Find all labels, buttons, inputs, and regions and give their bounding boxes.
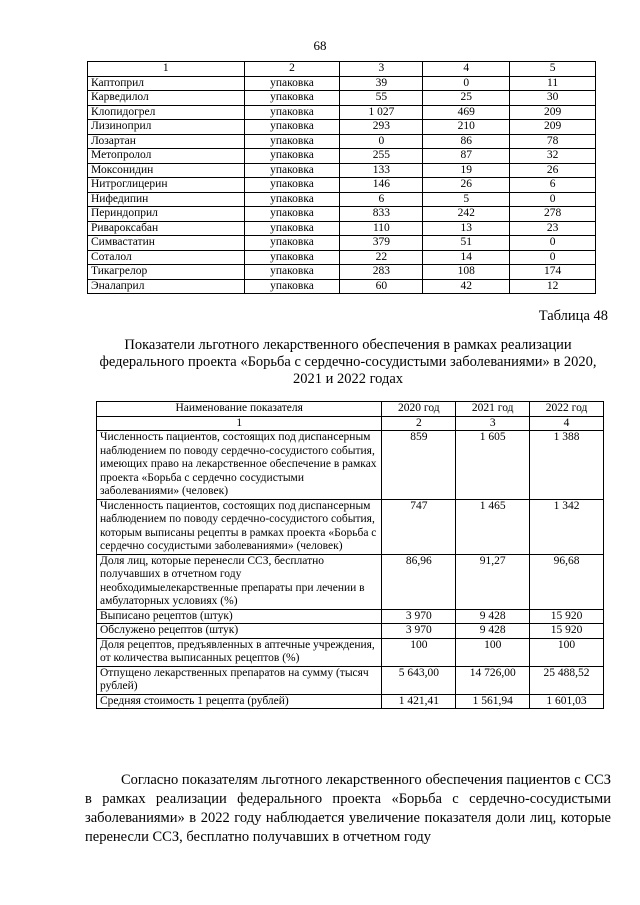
value-cell: 283 bbox=[340, 265, 423, 280]
value-cell: 13 bbox=[423, 221, 510, 236]
unit-cell: упаковка bbox=[244, 120, 340, 135]
unit-cell: упаковка bbox=[244, 178, 340, 193]
value-cell: 133 bbox=[340, 163, 423, 178]
drug-name-cell: Тикагрелор bbox=[88, 265, 245, 280]
indicator-value-cell: 747 bbox=[382, 499, 456, 554]
indicator-value-cell: 91,27 bbox=[456, 554, 530, 609]
column-header-cell: 2022 год bbox=[530, 402, 604, 417]
indicator-value-cell: 1 388 bbox=[530, 431, 604, 500]
unit-cell: упаковка bbox=[244, 221, 340, 236]
unit-cell: упаковка bbox=[244, 207, 340, 222]
drug-name-cell: Лизиноприл bbox=[88, 120, 245, 135]
indicator-value-cell: 15 920 bbox=[530, 609, 604, 624]
indicator-value-cell: 1 342 bbox=[530, 499, 604, 554]
value-cell: 51 bbox=[423, 236, 510, 251]
value-cell: 0 bbox=[510, 192, 596, 207]
unit-cell: упаковка bbox=[244, 105, 340, 120]
value-cell: 23 bbox=[510, 221, 596, 236]
unit-cell: упаковка bbox=[244, 250, 340, 265]
body-paragraph: Согласно показателям льготного лекарственного обеспечения пациентов с ССЗ в рамках реализации федерального проекта «Борьба с сердечно-сосудистыми заболеваниями» в 2022 году наблюдается увеличение показателя доли лиц, которые перенесли ССЗ, бесплатно получавших в отчетном году bbox=[85, 772, 611, 845]
value-cell: 0 bbox=[510, 250, 596, 265]
table-row bbox=[88, 91, 596, 106]
unit-cell: упаковка bbox=[244, 265, 340, 280]
table-row bbox=[88, 76, 596, 91]
column-number-cell: 5 bbox=[510, 62, 596, 77]
unit-cell: упаковка bbox=[244, 149, 340, 164]
unit-cell: упаковка bbox=[244, 192, 340, 207]
table-row bbox=[97, 638, 604, 666]
column-number-cell: 3 bbox=[340, 62, 423, 77]
value-cell: 30 bbox=[510, 91, 596, 106]
value-cell: 110 bbox=[340, 221, 423, 236]
value-cell: 5 bbox=[423, 192, 510, 207]
value-cell: 42 bbox=[423, 279, 510, 294]
indicator-value-cell: 100 bbox=[382, 638, 456, 666]
table-row bbox=[88, 105, 596, 120]
table-row bbox=[97, 499, 604, 554]
value-cell: 293 bbox=[340, 120, 423, 135]
value-cell: 0 bbox=[423, 76, 510, 91]
value-cell: 833 bbox=[340, 207, 423, 222]
indicator-value-cell: 25 488,52 bbox=[530, 666, 604, 694]
indicator-value-cell: 1 605 bbox=[456, 431, 530, 500]
value-cell: 379 bbox=[340, 236, 423, 251]
value-cell: 32 bbox=[510, 149, 596, 164]
column-number-cell: 4 bbox=[530, 416, 604, 431]
table-row bbox=[97, 624, 604, 639]
value-cell: 174 bbox=[510, 265, 596, 280]
table-row bbox=[97, 609, 604, 624]
unit-cell: упаковка bbox=[244, 134, 340, 149]
value-cell: 146 bbox=[340, 178, 423, 193]
page-number: 68 bbox=[313, 38, 327, 53]
table-row bbox=[88, 178, 596, 193]
unit-cell: упаковка bbox=[244, 236, 340, 251]
value-cell: 87 bbox=[423, 149, 510, 164]
drug-name-cell: Карведилол bbox=[88, 91, 245, 106]
indicator-name-cell: Численность пациентов, состоящих под диспансерным наблюдением по поводу сердечно-сосудистого события, которым выписаны рецепты в рамках проекта «Борьба с сердечно сосудистыми заболеваниями» (человек) bbox=[97, 499, 382, 554]
value-cell: 278 bbox=[510, 207, 596, 222]
drug-name-cell: Моксонидин bbox=[88, 163, 245, 178]
drug-name-cell: Нифедипин bbox=[88, 192, 245, 207]
value-cell: 209 bbox=[510, 120, 596, 135]
table-row bbox=[97, 666, 604, 694]
drug-name-cell: Симвастатин bbox=[88, 236, 245, 251]
column-header-cell: 2020 год bbox=[382, 402, 456, 417]
value-cell: 22 bbox=[340, 250, 423, 265]
table-row bbox=[88, 236, 596, 251]
column-header-cell: Наименование показателя bbox=[97, 402, 382, 417]
value-cell: 1 027 bbox=[340, 105, 423, 120]
indicator-value-cell: 100 bbox=[530, 638, 604, 666]
value-cell: 39 bbox=[340, 76, 423, 91]
value-cell: 55 bbox=[340, 91, 423, 106]
indicator-name-cell: Численность пациентов, состоящих под диспансерным наблюдением по поводу сердечно-сосудистого события, имеющих право на лекарственное обеспечение в рамках проекта «Борьба с сердечно сосудистыми заболеваниями» (человек) bbox=[97, 431, 382, 500]
indicator-value-cell: 5 643,00 bbox=[382, 666, 456, 694]
indicator-value-cell: 1 421,41 bbox=[382, 694, 456, 709]
value-cell: 25 bbox=[423, 91, 510, 106]
drug-name-cell: Ривароксабан bbox=[88, 221, 245, 236]
table-row bbox=[97, 554, 604, 609]
indicator-value-cell: 3 970 bbox=[382, 609, 456, 624]
value-cell: 0 bbox=[340, 134, 423, 149]
column-number-cell: 2 bbox=[382, 416, 456, 431]
unit-cell: упаковка bbox=[244, 163, 340, 178]
value-cell: 210 bbox=[423, 120, 510, 135]
drug-table bbox=[87, 61, 596, 294]
column-number-cell: 4 bbox=[423, 62, 510, 77]
drug-table-header-row bbox=[88, 62, 596, 77]
value-cell: 0 bbox=[510, 236, 596, 251]
table-row bbox=[88, 279, 596, 294]
table-row bbox=[88, 250, 596, 265]
indicator-value-cell: 9 428 bbox=[456, 624, 530, 639]
value-cell: 60 bbox=[340, 279, 423, 294]
drug-name-cell: Периндоприл bbox=[88, 207, 245, 222]
drug-name-cell: Лозартан bbox=[88, 134, 245, 149]
value-cell: 108 bbox=[423, 265, 510, 280]
table-row bbox=[88, 221, 596, 236]
drug-name-cell: Соталол bbox=[88, 250, 245, 265]
table-row bbox=[97, 694, 604, 709]
value-cell: 12 bbox=[510, 279, 596, 294]
drug-name-cell: Метопролол bbox=[88, 149, 245, 164]
value-cell: 14 bbox=[423, 250, 510, 265]
column-header-cell: 2021 год bbox=[456, 402, 530, 417]
indicator-table bbox=[96, 401, 604, 709]
value-cell: 78 bbox=[510, 134, 596, 149]
indicator-value-cell: 96,68 bbox=[530, 554, 604, 609]
table-row bbox=[88, 192, 596, 207]
indicator-value-cell: 100 bbox=[456, 638, 530, 666]
value-cell: 11 bbox=[510, 76, 596, 91]
table-row bbox=[88, 120, 596, 135]
indicator-value-cell: 3 970 bbox=[382, 624, 456, 639]
table-row bbox=[88, 134, 596, 149]
value-cell: 469 bbox=[423, 105, 510, 120]
unit-cell: упаковка bbox=[244, 91, 340, 106]
indicator-value-cell: 1 601,03 bbox=[530, 694, 604, 709]
value-cell: 209 bbox=[510, 105, 596, 120]
unit-cell: упаковка bbox=[244, 76, 340, 91]
value-cell: 6 bbox=[510, 178, 596, 193]
indicator-name-cell: Средняя стоимость 1 рецепта (рублей) bbox=[97, 694, 382, 709]
table-row bbox=[88, 265, 596, 280]
drug-name-cell: Клопидогрел bbox=[88, 105, 245, 120]
indicator-name-cell: Обслужено рецептов (штук) bbox=[97, 624, 382, 639]
table-row bbox=[88, 207, 596, 222]
indicator-name-cell: Доля рецептов, предъявленных в аптечные учреждения, от количества выписанных рецептов (%) bbox=[97, 638, 382, 666]
table-row bbox=[88, 149, 596, 164]
drug-name-cell: Нитроглицерин bbox=[88, 178, 245, 193]
indicator-value-cell: 859 bbox=[382, 431, 456, 500]
drug-name-cell: Каптоприл bbox=[88, 76, 245, 91]
indicator-header-row bbox=[97, 402, 604, 417]
indicator-name-cell: Доля лиц, которые перенесли ССЗ, бесплатно получавших в отчетном году необходимыелекарственные препараты при лечении в амбулаторных условиях (%) bbox=[97, 554, 382, 609]
table-row bbox=[97, 431, 604, 500]
value-cell: 26 bbox=[423, 178, 510, 193]
indicator-value-cell: 86,96 bbox=[382, 554, 456, 609]
column-number-cell: 3 bbox=[456, 416, 530, 431]
value-cell: 19 bbox=[423, 163, 510, 178]
value-cell: 6 bbox=[340, 192, 423, 207]
indicator-number-row bbox=[97, 416, 604, 431]
value-cell: 242 bbox=[423, 207, 510, 222]
table-caption: Показатели льготного лекарственного обеспечения в рамках реализации федерального проекта «Борьба с сердечно-сосудистыми заболеваниями» в 2020, 2021 и 2022 годах bbox=[99, 337, 597, 387]
drug-name-cell: Эналаприл bbox=[88, 279, 245, 294]
indicator-value-cell: 9 428 bbox=[456, 609, 530, 624]
value-cell: 86 bbox=[423, 134, 510, 149]
column-number-cell: 1 bbox=[97, 416, 382, 431]
indicator-value-cell: 1 561,94 bbox=[456, 694, 530, 709]
unit-cell: упаковка bbox=[244, 279, 340, 294]
column-number-cell: 1 bbox=[88, 62, 245, 77]
indicator-value-cell: 14 726,00 bbox=[456, 666, 530, 694]
table-row bbox=[88, 163, 596, 178]
indicator-value-cell: 15 920 bbox=[530, 624, 604, 639]
value-cell: 255 bbox=[340, 149, 423, 164]
table-label: Таблица 48 bbox=[538, 308, 608, 324]
value-cell: 26 bbox=[510, 163, 596, 178]
indicator-name-cell: Выписано рецептов (штук) bbox=[97, 609, 382, 624]
indicator-name-cell: Отпущено лекарственных препаратов на сумму (тысяч рублей) bbox=[97, 666, 382, 694]
column-number-cell: 2 bbox=[244, 62, 340, 77]
indicator-value-cell: 1 465 bbox=[456, 499, 530, 554]
